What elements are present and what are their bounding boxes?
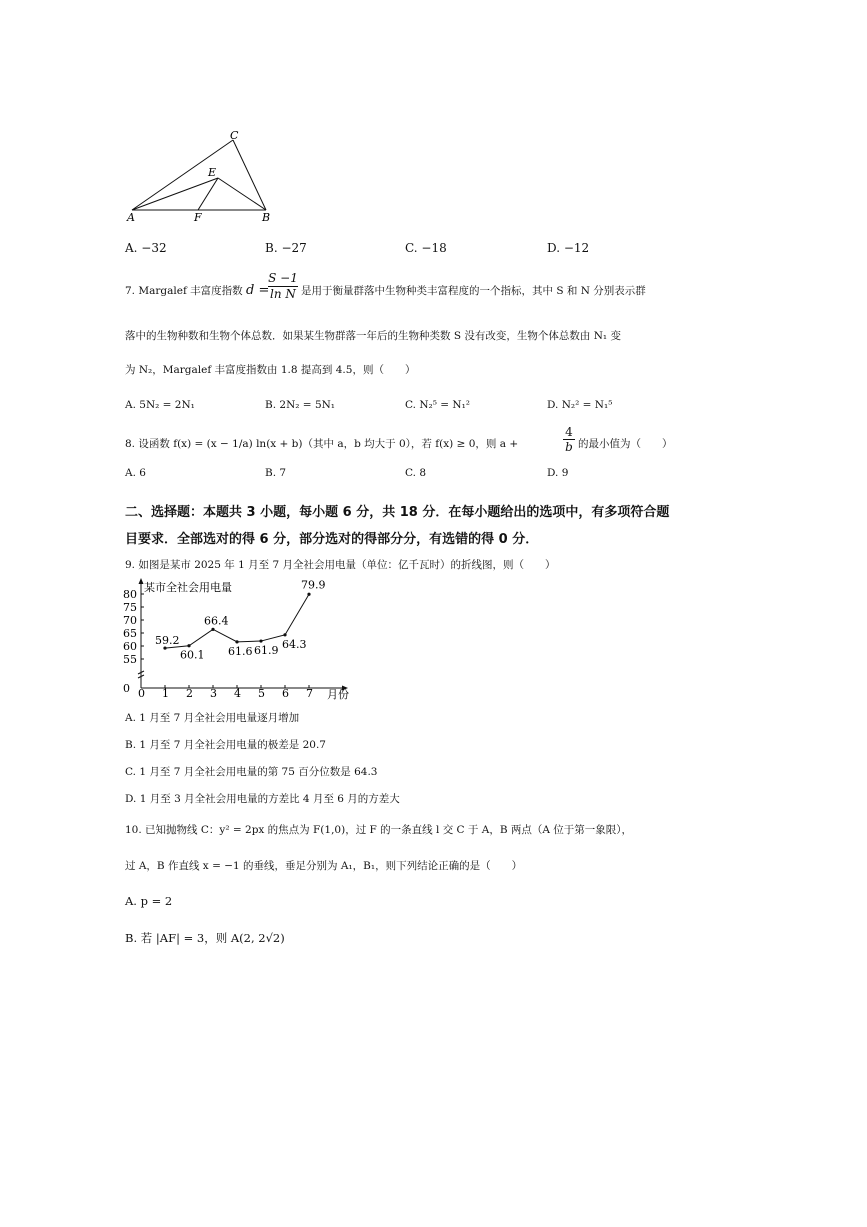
q10-line2: 过 A，B 作直线 x = −1 的垂线，垂足分别为 A₁，B₁，则下列结论正确的是（ ） — [125, 860, 523, 872]
q7-option-d: D. N₂² = N₁⁵ — [547, 399, 613, 411]
x-tick-label: 2 — [186, 687, 193, 700]
point-label-E: E — [208, 166, 217, 179]
section2-heading-line1: 二、选择题：本题共 3 小题，每小题 6 分，共 18 分．在每小题给出的选项中，有多项符合题 — [125, 505, 670, 520]
y-tick-label: 65 — [123, 627, 137, 640]
data-point — [307, 593, 310, 596]
q7-fraction — [268, 271, 298, 301]
segment-AE — [132, 178, 218, 210]
q6-option-d: D. −12 — [547, 241, 590, 255]
x-tick-label: 7 — [306, 687, 313, 700]
q9-option-b: B. 1 月至 7 月全社会用电量的极差是 20.7 — [125, 739, 326, 751]
y-tick-label: 55 — [123, 653, 137, 666]
data-label: 59.2 — [155, 634, 180, 648]
data-label: 61.9 — [254, 644, 279, 658]
chart-title: 某市全社会用电量 — [144, 581, 232, 594]
q7-text-a: 7. Margalef 丰富度指数 — [125, 285, 243, 297]
q6-option-b: B. −27 — [265, 241, 307, 255]
q9-option-c: C. 1 月至 7 月全社会用电量的第 75 百分位数是 64.3 — [125, 766, 378, 778]
y-axis-arrow — [139, 578, 144, 584]
q10-option-b: B. 若 |AF| = 3，则 A(2, 2√2) — [125, 931, 285, 945]
y-tick-label: 75 — [123, 601, 137, 614]
q7-frac-den: ln N — [270, 287, 296, 301]
y-tick-label: 0 — [123, 682, 130, 695]
x-tick-label: 5 — [258, 687, 265, 700]
x-tick-label: 0 — [138, 687, 145, 700]
data-label: 79.9 — [301, 578, 326, 592]
data-point — [283, 633, 286, 636]
q7-frac-num: S −1 — [268, 271, 298, 285]
x-tick-label: 1 — [162, 687, 169, 700]
point-label-A: A — [127, 211, 135, 224]
data-point — [211, 628, 214, 631]
q8-fraction — [563, 425, 575, 454]
data-label: 64.3 — [282, 637, 307, 651]
q8-text-b: 的最小值为（ ） — [578, 438, 673, 450]
x-tick-label: 4 — [234, 687, 241, 700]
segment-AC — [132, 140, 233, 210]
q7-line1-start: 7. Margalef 丰富度指数 d = — [125, 283, 270, 298]
q8-option-a: A. 6 — [125, 467, 146, 479]
point-label-B: B — [262, 211, 271, 224]
q7-line3: 为 N₂，Margalef 丰富度指数由 1.8 提高到 4.5，则（ ） — [125, 364, 416, 376]
q8-option-d: D. 9 — [547, 467, 569, 479]
y-tick-label: 70 — [123, 614, 137, 627]
data-point — [235, 640, 238, 643]
x-tick-label: 6 — [282, 687, 289, 700]
data-point — [187, 644, 190, 647]
triangle-figure — [120, 130, 285, 225]
q8-option-c: C. 8 — [405, 467, 427, 479]
q9-stem: 9. 如图是某市 2025 年 1 月至 7 月全社会用电量（单位：亿千瓦时）的折线图，则（ ） — [125, 559, 556, 571]
point-label-F: F — [194, 211, 202, 224]
q9-option-d: D. 1 月至 3 月全社会用电量的方差比 4 月至 6 月的方差大 — [125, 793, 400, 805]
section2-heading-line2: 目要求．全部选对的得 6 分，部分选对的得部分分，有选错的得 0 分． — [125, 532, 539, 547]
q8-text-a: 8. 设函数 f(x) = (x − 1/a) ln(x + b)（其中 a，b 均大于 0），若 f(x) ≥ 0，则 a + — [125, 438, 519, 450]
q9-line-chart — [120, 572, 360, 702]
q8-frac-den: b — [565, 440, 573, 454]
segment-FE — [198, 178, 218, 210]
q7-option-c: C. N₂⁵ = N₁² — [405, 399, 471, 411]
q6-option-a: A. −32 — [125, 241, 167, 255]
q8-frac-num: 4 — [563, 425, 575, 440]
x-tick-label: 3 — [210, 687, 217, 700]
data-label: 61.6 — [228, 644, 253, 658]
q8-option-b: B. 7 — [265, 467, 287, 479]
q7-text-b: 是用于衡量群落中生物种类丰富程度的一个指标，其中 S 和 N 分别表示群 — [301, 285, 646, 297]
q10-option-a: A. p = 2 — [125, 894, 173, 908]
q7-option-b: B. 2N₂ = 5N₁ — [265, 399, 336, 411]
q9-option-a: A. 1 月至 7 月全社会用电量逐月增加 — [125, 712, 300, 724]
q7-line2: 落中的生物种数和生物个体总数．如果某生物群落一年后的生物种类数 S 没有改变，生物个体总数由 N₁ 变 — [125, 330, 621, 342]
y-tick-label: 80 — [123, 588, 137, 601]
data-label: 66.4 — [204, 614, 229, 628]
data-point — [259, 639, 262, 642]
point-label-C: C — [230, 130, 239, 142]
q7-option-a: A. 5N₂ = 2N₁ — [125, 399, 195, 411]
y-tick-label: 60 — [123, 640, 137, 653]
q6-option-c: C. −18 — [405, 241, 447, 255]
data-label: 60.1 — [180, 648, 205, 662]
x-axis-label: 月份 — [327, 688, 349, 701]
q10-line1: 10. 已知抛物线 C：y² = 2px 的焦点为 F(1,0)，过 F 的一条直线 l 交 C 于 A，B 两点（A 位于第一象限）， — [125, 824, 633, 836]
